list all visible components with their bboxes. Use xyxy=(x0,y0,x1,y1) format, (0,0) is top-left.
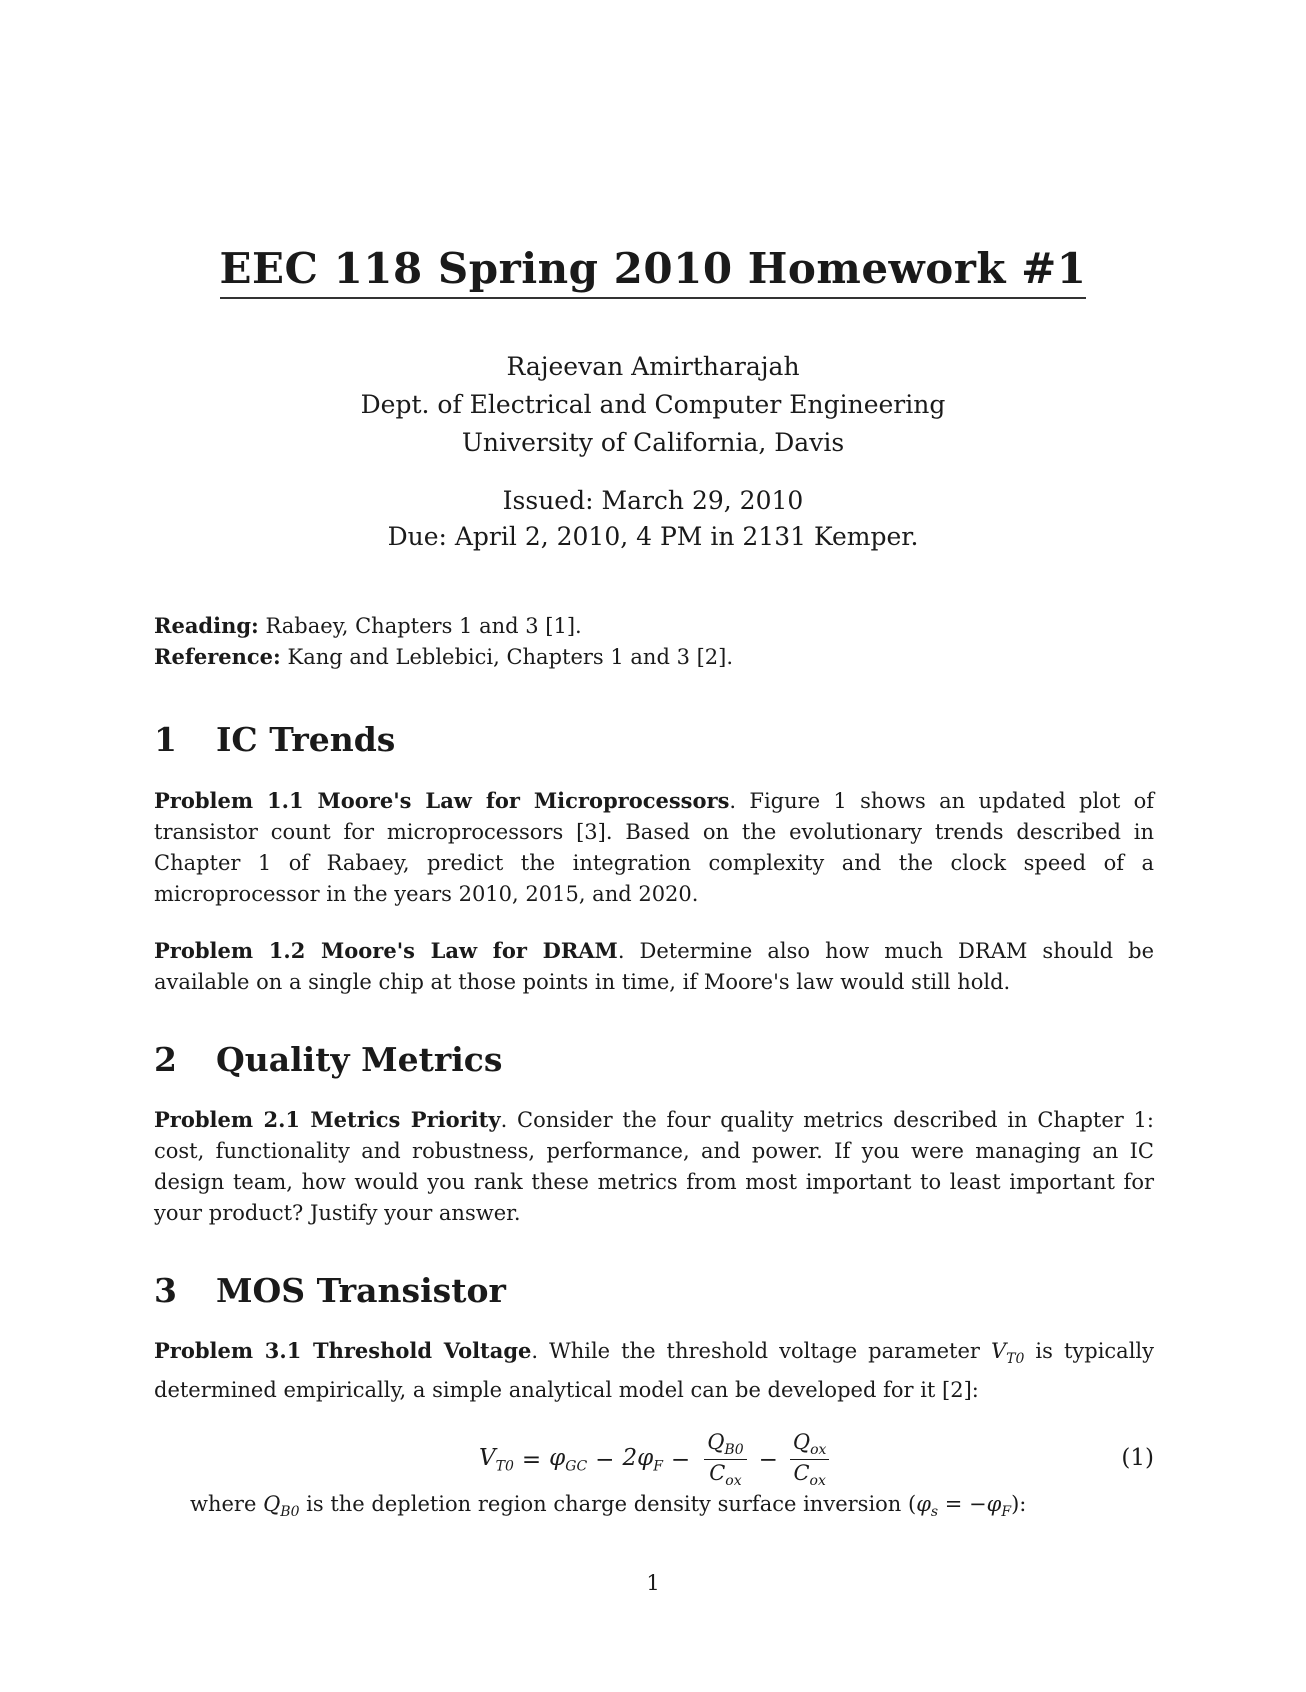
problem-label: Problem 1.2 Moore's Law for DRAM xyxy=(154,938,618,963)
eq-lhs: $V_{T0}$ xyxy=(479,1444,514,1475)
eq-fraction-qb0: $\frac{Q_{B0}}{C_{ox}}$ xyxy=(704,1430,746,1489)
reference-text: Kang and Leblebici, Chapters 1 and 3 [2]. xyxy=(287,645,734,669)
reading-line xyxy=(154,610,1154,642)
date-block xyxy=(0,483,1306,555)
reference-line xyxy=(154,641,1154,673)
problem-1-1 xyxy=(154,785,1154,910)
eq-fraction-qox: $\frac{Q_{ox}}{C_{ox}}$ xyxy=(790,1430,830,1489)
problem-3-1 xyxy=(154,1335,1154,1406)
page-number: 1 xyxy=(646,1571,660,1595)
section-number: 3 xyxy=(154,1271,177,1310)
problem-text: . Consider the four quality metrics described in Chapter 1: cost, functionality and robustness, performance, and power. If you were managing an IC design team, how would you rank these metrics from most important to least important for your product? Justify your answer. xyxy=(154,1108,1154,1225)
section-number: 2 xyxy=(154,1040,177,1079)
problem-label: Problem 2.1 Metrics Priority xyxy=(154,1107,501,1132)
section-title: Quality Metrics xyxy=(216,1040,503,1079)
issued-date: Issued: March 29, 2010 xyxy=(502,486,804,515)
eq-minus-1: − xyxy=(595,1446,615,1473)
reference-label: Reference: xyxy=(154,644,281,669)
problem-text: . Figure 1 shows an updated plot of transistor count for microprocessors [3]. Based on the evolutionary trends described in Chapter 1 of Rabaey, predict the integration complexity and the clock speed of a microprocessor in the years 2010, 2015, and 2020. xyxy=(154,789,1154,906)
problem-1-2 xyxy=(154,935,1154,998)
author-university: University of California, Davis xyxy=(461,428,845,457)
author-name: Rajeevan Amirtharajah xyxy=(506,352,800,381)
eq-equals: = xyxy=(521,1446,542,1473)
problem-text: . Determine also how much DRAM should be available on a single chip at those points in time, if Moore's law would still hold. xyxy=(154,939,1154,994)
problem-label: Problem 3.1 Threshold Voltage xyxy=(154,1338,532,1363)
reading-label: Reading: xyxy=(154,613,259,638)
problem-text-after: is typically determined empirically, a simple analytical model can be developed for it [2]: xyxy=(154,1339,1154,1403)
equation-1 xyxy=(154,1420,1154,1490)
equation-number: (1) xyxy=(1121,1445,1154,1471)
section-number: 1 xyxy=(154,720,177,759)
due-date: Due: April 2, 2010, 4 PM in 2131 Kemper. xyxy=(387,522,919,551)
eq-minus-2: − xyxy=(670,1446,691,1473)
section-title: IC Trends xyxy=(216,720,396,759)
document-title: EEC 118 Spring 2010 Homework #1 xyxy=(0,244,1306,293)
eq-minus-3: − xyxy=(758,1446,778,1473)
section-heading-1 xyxy=(154,720,395,759)
where-line: where $Q_{B0}$ is the depletion region charge density surface inversion $(\varphi_s = -\varphi_F)$: xyxy=(190,1492,1027,1521)
problem-2-1 xyxy=(154,1104,1154,1229)
problem-text-before: . While the threshold voltage parameter xyxy=(531,1339,991,1363)
reading-text: Rabaey, Chapters 1 and 3 [1]. xyxy=(265,614,582,638)
author-department: Dept. of Electrical and Computer Engineering xyxy=(360,390,946,419)
section-title: MOS Transistor xyxy=(216,1271,506,1310)
section-heading-2 xyxy=(154,1040,502,1079)
equation-body xyxy=(479,1430,835,1489)
variable-vt0: $V_{T0}$ xyxy=(990,1339,1025,1368)
section-heading-3 xyxy=(154,1271,506,1310)
eq-two-phi-f: $2\varphi_F$ xyxy=(622,1444,663,1475)
author-block xyxy=(0,348,1306,462)
problem-label: Problem 1.1 Moore's Law for Microprocessors xyxy=(154,788,730,813)
eq-phi-gc: $\varphi_{GC}$ xyxy=(549,1444,588,1475)
